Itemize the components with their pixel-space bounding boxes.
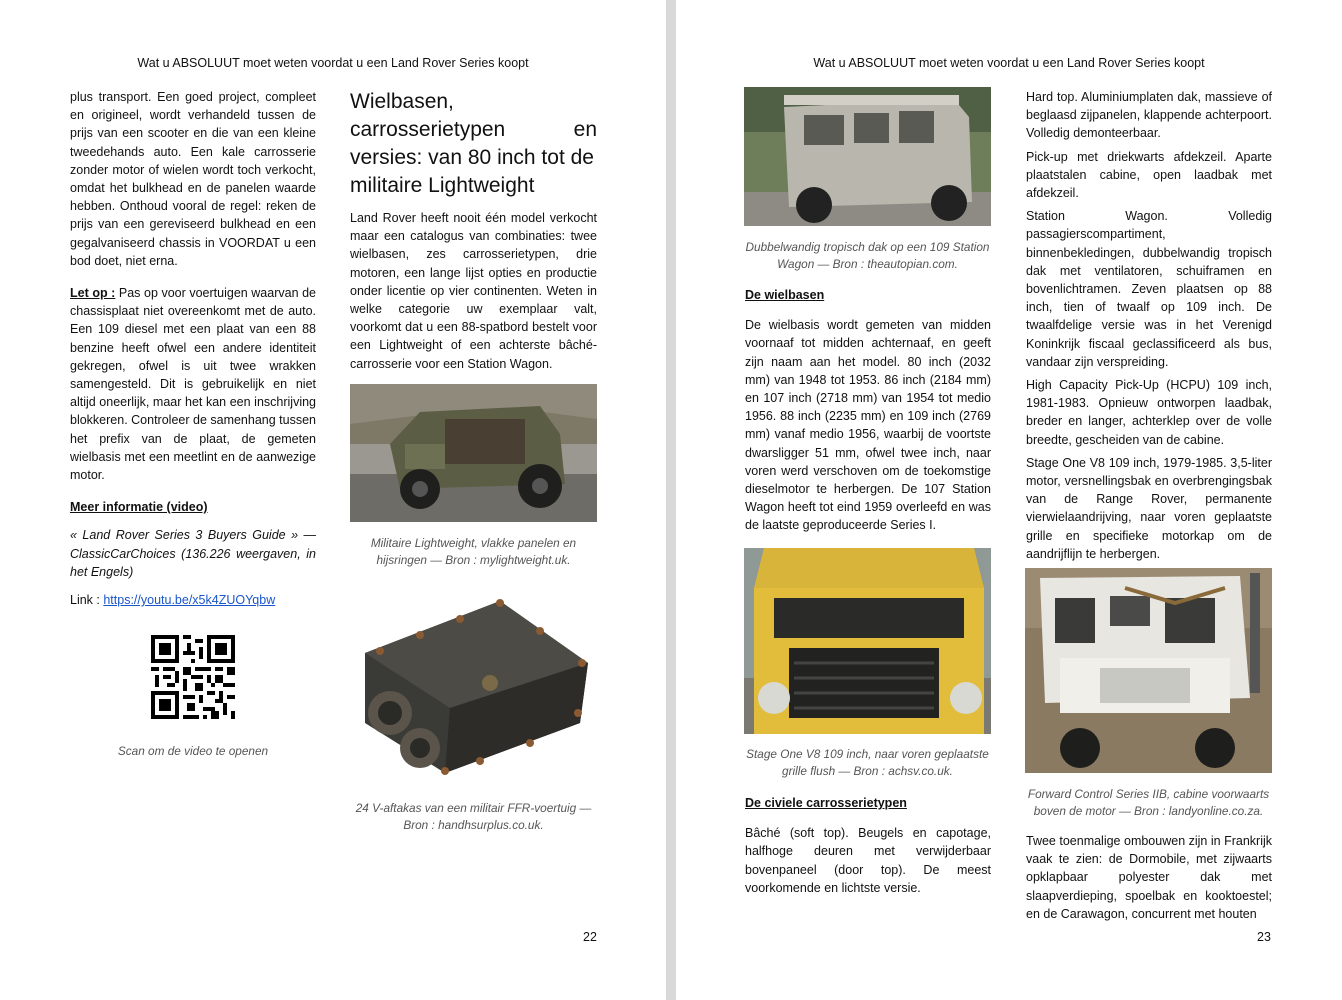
station-wagon-caption: Dubbelwandig tropisch dak op een 109 Station Wagon — Bron : theautopian.com.: [745, 240, 990, 271]
running-header: Wat u ABSOLUUT moet weten voordat u een Land Rover Series koopt: [813, 56, 1205, 70]
page-number: 23: [1257, 930, 1271, 944]
right-page: [676, 0, 1342, 1000]
running-header: Wat u ABSOLUUT moet weten voordat u een Land Rover Series koopt: [137, 56, 529, 70]
link-label: Link :: [70, 593, 104, 608]
heading-line: [350, 116, 597, 144]
warning-label: Let op :: [70, 286, 116, 301]
body-types-heading: De civiele carrosserietypen: [745, 796, 907, 810]
pick-up-paragraph: Pick-up met driekwarts afdekzeil. Aparte plaatstalen cabine, open laadbak met afdekzeil.: [1026, 149, 1272, 201]
warning-paragraph: [70, 284, 316, 484]
right-column-2b: [1026, 832, 1272, 923]
wheelbase-paragraph: De wielbasis wordt gemeten van midden voornaaf tot midden achternaaf, en geeft zijn naam aan het model. 80 inch (2032 mm) van 1948 tot 1953. 86 inch (2184 mm) en 107 inch (2718 mm) van 1954 tot medio 1956. 88 inch (2235 mm) en 109 inch (2769 mm) vanaf medio 1956, waarbij de voortste dwarsligger 51 mm, ofwel twee inch, naar voren werd verschoven om de toekomstige dieselmotor te herbergen. De 107 Station Wagon heeft tot eind 1959 overleefd en was de laatste geproduceerde Series I.: [745, 318, 991, 533]
station-wagon-photo: [744, 87, 991, 226]
stage-one-paragraph: Stage One V8 109 inch, 1979-1985. 3,5-liter motor, versnellingsbak en overbrengingsbak van de Range Rover, permanente vierwielaandrijving, naar voren geplaatste grille en specifieke motorkap om de aandrijflijn te herbergen.: [1026, 455, 1272, 561]
conversions-paragraph: Twee toenmalige ombouwen zijn in Frankrijk vaak te zien: de Dormobile, met zijwaarts opklapbaar polyester dak met slaapverdieping, spoelbak en kooktoestel; en de Carawagon, concurrent met houten: [1026, 834, 1272, 921]
right-column-2: [1026, 88, 1272, 568]
video-link[interactable]: https://youtu.be/x5k4ZUOYqbw: [103, 593, 276, 608]
heading-word: en: [573, 118, 597, 141]
heading-line: militaire Lightweight: [350, 174, 535, 197]
left-column-1: [70, 88, 316, 619]
intro-paragraph: Land Rover heeft nooit één model verkocht maar een catalogus van combinaties: twee wielbasen, zes carrosserietypen, drie motoren, een lange lijst opties en productie onder licentie op vier continenten. Weten in welke categorie uw exemplaar valt, voorkomt dat u een 88-spatbord bestelt voor een Lightweight of een achterste bâché-carrosserie voor een Station Wagon.: [350, 211, 597, 371]
pto-box-photo: [350, 583, 597, 788]
heading-line: Wielbasen,: [350, 90, 454, 113]
link-line: [70, 591, 316, 609]
qr-caption: Scan om de video te openen: [117, 744, 269, 758]
left-page: [0, 0, 666, 1000]
page-number: 22: [583, 930, 597, 944]
station-wagon-paragraph: Station Wagon. Volledig passagierscompartiment, binnenbekledingen, dubbelwandig tropisch dak met ventilatoren, schuiframen en bovenlichtramen. Zeven plaatsen op 88 inch, tien of twaalf op 109 inch. De twaalfdelige versie was in het Verenigd Koninkrijk fiscaal geclassificeerd als bus, vandaar zijn verspreiding.: [1026, 209, 1272, 369]
warning-text: Pas op voor voertuigen waarvan de chassisplaat niet overeenkomt met de auto. Een 109 diesel met een plaat van een 88 benzine heeft ofwel een andere identiteit gekregen, ofwel is uit twee wrakken samengesteld. Dit is gebruikelijk en niet altijd oneerlijk, maar het kan een inschrijving blokkeren. Controleer de samenhang tussen het prefix van de plaat, de gemeten wielbasis met een meetlint en de aanwezige motor.: [70, 286, 317, 483]
left-column-2: [350, 88, 597, 383]
lightweight-caption: Militaire Lightweight, vlakke panelen en hijsringen — Bron : mylightweight.uk.: [370, 536, 577, 567]
right-column-1b: [745, 794, 991, 907]
forward-control-caption: Forward Control Series IIB, cabine voorwaarts boven de motor — Bron : landyonline.co.za.: [1027, 787, 1270, 818]
more-info-heading: Meer informatie (video): [70, 500, 208, 515]
heading-line: versies: van 80 inch tot de: [350, 146, 594, 169]
section-heading: [350, 88, 597, 200]
video-reference: « Land Rover Series 3 Buyers Guide » — ClassicCarChoices (136.226 weergaven, in het Engels): [70, 528, 316, 579]
hard-top-paragraph: Hard top. Aluminiumplaten dak, massieve of beglaasd zijpanelen, klappende achterpoort. Volledig demonteerbaar.: [1026, 90, 1272, 141]
hcpu-paragraph: High Capacity Pick-Up (HCPU) 109 inch, 1981-1983. Opnieuw ontworpen laadbak, breder en langer, achterklep over de volle breedte, gescheiden van de cabine.: [1026, 378, 1272, 447]
wheelbase-heading: De wielbasen: [745, 288, 825, 302]
forward-control-photo: [1025, 568, 1272, 773]
qr-code[interactable]: [151, 635, 235, 719]
pto-box-caption: 24 V-aftakas van een militair FFR-voertuig — Bron : handhsurplus.co.uk.: [355, 801, 592, 832]
lightweight-photo: [350, 384, 597, 522]
stage-one-photo: [744, 548, 991, 734]
stage-one-caption: Stage One V8 109 inch, naar voren geplaatste grille flush — Bron : achsv.co.uk.: [746, 747, 989, 778]
heading-word: carrosserietypen: [350, 118, 506, 141]
soft-top-paragraph: Bâché (soft top). Beugels en capotage, halfhoge deuren met verwijderbaar bovenpaneel (door top). De meest voorkomende en lichtste versie.: [745, 826, 991, 895]
paragraph: plus transport. Een goed project, compleet en origineel, wordt verhandeld tussen de prijs van een scooter en die van een kleine tweedehands auto. Een kale carrosserie zonder motor of wielen wordt toch verkocht, omdat het bulkhead en de panelen waarde hebben. Onthoud vooral de regel: reken de prijs van een gereviseerd bulkhead en een gegalvaniseerd chassis in VOORDAT u een bod doet, niet erna.: [70, 90, 316, 268]
right-column-1: [745, 286, 991, 545]
